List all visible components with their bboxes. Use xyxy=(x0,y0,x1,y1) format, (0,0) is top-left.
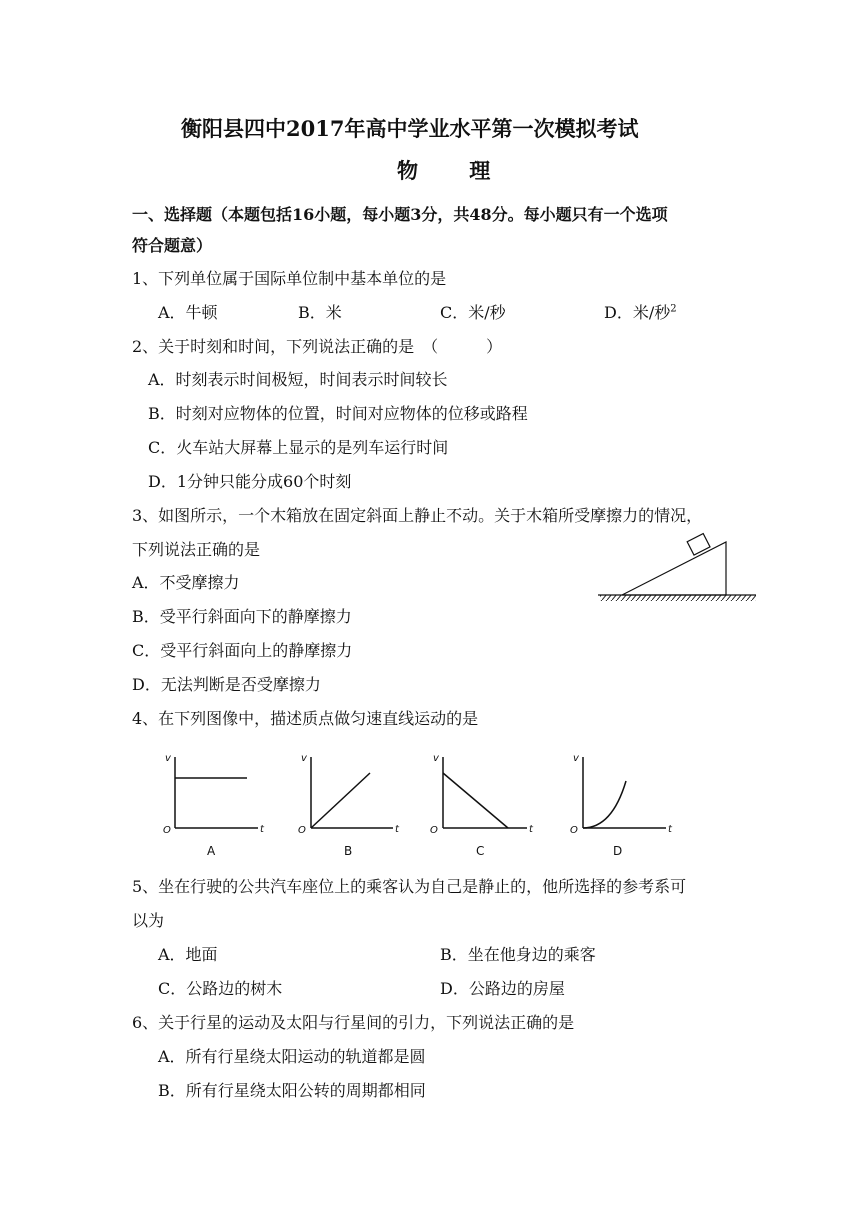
graph-a-origin: O xyxy=(163,825,171,836)
graph-d-curve xyxy=(583,781,626,828)
q2-stem: 2、关于时刻和时间，下列说法正确的是 （ ） xyxy=(132,337,503,356)
graph-d-label: D xyxy=(613,844,623,858)
graph-a-t-label: t xyxy=(260,824,264,835)
graph-c-line xyxy=(443,773,508,828)
subject-title: 物 理 xyxy=(397,158,513,183)
q1-stem: 1、下列单位属于国际单位制中基本单位的是 xyxy=(132,269,447,288)
graph-c-origin: O xyxy=(430,825,438,836)
graph-c-v-label: v xyxy=(433,753,439,764)
incline-figure xyxy=(592,528,760,608)
ground-hatching xyxy=(600,595,756,601)
q1-option-c: C．米/秒 xyxy=(440,303,506,322)
graph-b-line xyxy=(311,773,370,828)
graph-b-t-label: t xyxy=(395,824,399,835)
section-heading-line2: 符合题意） xyxy=(132,236,213,255)
q3-option-c: C．受平行斜面向上的静摩擦力 xyxy=(132,641,353,660)
exam-title: 衡阳县四中2017年高中学业水平第一次模拟考试 xyxy=(181,116,639,141)
q4-graphs xyxy=(150,745,690,860)
graph-b-label: B xyxy=(344,844,353,858)
graph-b-origin: O xyxy=(298,825,306,836)
q1-option-d xyxy=(604,305,677,321)
q5-option-b: B．坐在他身边的乘客 xyxy=(440,945,596,964)
q3-option-d: D．无法判断是否受摩擦力 xyxy=(132,675,321,694)
incline-triangle xyxy=(622,542,726,595)
q6-option-b: B．所有行星绕太阳公转的周期都相同 xyxy=(158,1081,426,1100)
q1-option-d-text: D．米/秒 xyxy=(604,303,671,322)
q3-stem-line2: 下列说法正确的是 xyxy=(132,540,261,559)
graph-d-t-label: t xyxy=(668,824,672,835)
graph-b-v-label: v xyxy=(301,753,307,764)
q4-stem: 4、在下列图像中，描述质点做匀速直线运动的是 xyxy=(132,709,479,728)
q3-stem-line1: 3、如图所示，一个木箱放在固定斜面上静止不动。关于木箱所受摩擦力的情况， xyxy=(132,506,703,525)
q3-option-b: B．受平行斜面向下的静摩擦力 xyxy=(132,607,352,626)
q6-stem: 6、关于行星的运动及太阳与行星间的引力，下列说法正确的是 xyxy=(132,1013,575,1032)
graph-a-v-label: v xyxy=(165,753,171,764)
q2-option-a: A．时刻表示时间极短，时间表示时间较长 xyxy=(148,370,448,389)
q1-option-b: B．米 xyxy=(298,303,342,322)
q2-option-b: B．时刻对应物体的位置，时间对应物体的位移或路程 xyxy=(148,404,528,423)
q5-option-c: C．公路边的树木 xyxy=(158,979,283,998)
q2-option-c: C．火车站大屏幕上显示的是列车运行时间 xyxy=(148,438,449,457)
graph-d-v-label: v xyxy=(573,753,579,764)
q5-stem-line2: 以为 xyxy=(132,911,165,930)
q5-option-d: D．公路边的房屋 xyxy=(440,979,565,998)
q1-option-d-exponent: 2 xyxy=(670,303,677,315)
q5-stem-line1: 5、坐在行驶的公共汽车座位上的乘客认为自己是静止的，他所选择的参考系可 xyxy=(132,877,687,896)
graph-c-t-label: t xyxy=(529,824,533,835)
q6-option-a: A．所有行星绕太阳运动的轨道都是圆 xyxy=(158,1047,426,1066)
q1-option-a: A．牛顿 xyxy=(158,303,218,322)
graph-c-label: C xyxy=(476,844,485,858)
q2-option-d: D．1分钟只能分成60个时刻 xyxy=(148,472,352,491)
section-heading-line1: 一、选择题（本题包括16小题，每小题3分，共48分。每小题只有一个选项 xyxy=(132,205,668,224)
graph-a-label: A xyxy=(207,844,216,858)
q5-option-a: A．地面 xyxy=(158,945,218,964)
graph-d-origin: O xyxy=(570,825,578,836)
q3-option-a: A．不受摩擦力 xyxy=(132,573,240,592)
